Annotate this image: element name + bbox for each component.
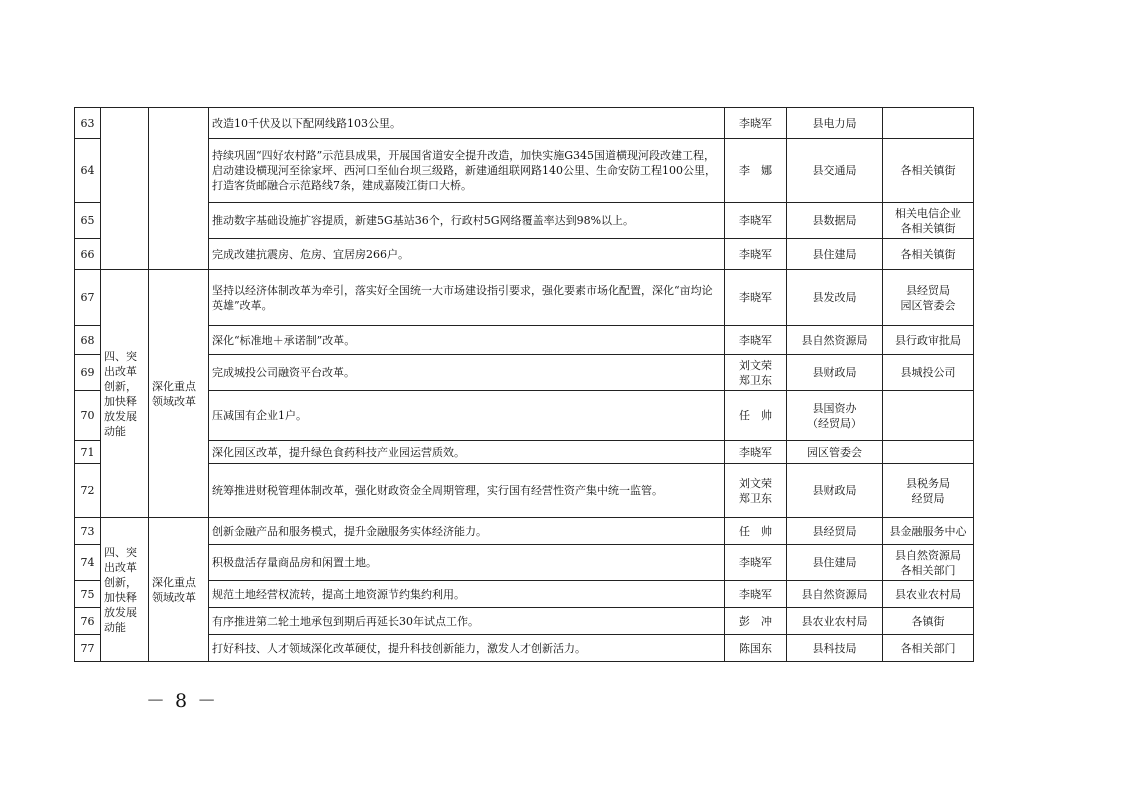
lead-official: 刘文荣 郑卫东 (725, 355, 787, 391)
task-description: 深化园区改革，提升绿色食药科技产业园运营质效。 (209, 441, 725, 464)
cooperating-units: 县金融服务中心 (883, 518, 974, 545)
domain-cell: 深化重点领域改革 (149, 270, 209, 518)
row-number: 64 (75, 139, 101, 203)
task-description: 坚持以经济体制改革为牵引，落实好全国统一大市场建设指引要求，强化要素市场化配置，深化“亩均论英雄”改革。 (209, 270, 725, 326)
lead-department: 县财政局 (787, 464, 883, 518)
category-cell (101, 108, 149, 270)
page-number: － 8 － (146, 690, 219, 712)
table-row (75, 391, 974, 441)
table-row (75, 518, 974, 545)
row-number: 71 (75, 441, 101, 464)
table-row (75, 270, 974, 326)
lead-department: 县住建局 (787, 545, 883, 581)
domain-cell (149, 108, 209, 270)
cooperating-units (883, 391, 974, 441)
lead-department: 县发改局 (787, 270, 883, 326)
task-description: 创新金融产品和服务模式，提升金融服务实体经济能力。 (209, 518, 725, 545)
row-number: 63 (75, 108, 101, 139)
task-description: 深化“标准地＋承诺制”改革。 (209, 326, 725, 355)
row-number: 76 (75, 608, 101, 635)
table-row (75, 326, 974, 355)
task-description: 积极盘活存量商品房和闲置土地。 (209, 545, 725, 581)
cooperating-units: 县自然资源局 各相关部门 (883, 545, 974, 581)
lead-official: 李晓军 (725, 581, 787, 608)
lead-department: 县住建局 (787, 239, 883, 270)
cooperating-units: 各相关部门 (883, 635, 974, 662)
row-number: 73 (75, 518, 101, 545)
task-description: 改造10千伏及以下配网线路103公里。 (209, 108, 725, 139)
row-number: 75 (75, 581, 101, 608)
lead-official: 李晓军 (725, 545, 787, 581)
table-row (75, 464, 974, 518)
table-row (75, 139, 974, 203)
lead-department: 县科技局 (787, 635, 883, 662)
lead-official: 李晓军 (725, 270, 787, 326)
row-number: 68 (75, 326, 101, 355)
task-description: 统筹推进财税管理体制改革，强化财政资金全周期管理，实行国有经营性资产集中统一监管。 (209, 464, 725, 518)
lead-official: 李 娜 (725, 139, 787, 203)
cooperating-units: 县经贸局 园区管委会 (883, 270, 974, 326)
lead-department: 县电力局 (787, 108, 883, 139)
lead-official: 李晓军 (725, 326, 787, 355)
lead-department: 县自然资源局 (787, 581, 883, 608)
lead-official: 陈国东 (725, 635, 787, 662)
category-cell: 四、突出改革创新，加快释放发展动能 (101, 518, 149, 662)
task-description: 压减国有企业1户。 (209, 391, 725, 441)
cooperating-units: 县农业农村局 (883, 581, 974, 608)
task-description: 规范土地经营权流转，提高土地资源节约集约利用。 (209, 581, 725, 608)
task-description: 推动数字基础设施扩容提质，新建5G基站36个，行政村5G网络覆盖率达到98%以上。 (209, 203, 725, 239)
category-cell: 四、突出改革创新，加快释放发展动能 (101, 270, 149, 518)
table-row (75, 635, 974, 662)
task-table (74, 107, 974, 662)
row-number: 74 (75, 545, 101, 581)
lead-department: 县农业农村局 (787, 608, 883, 635)
cooperating-units (883, 441, 974, 464)
lead-official: 李晓军 (725, 441, 787, 464)
task-description: 持续巩固“四好农村路”示范县成果，开展国省道安全提升改造，加快实施G345国道横现河段改建工程，启动建设横现河至徐家坪、西河口至仙台坝三级路，新建通组联网路140公里、生命安防工程100公里，打造客货邮融合示范路线7条，建成嘉陵江街口大桥。 (209, 139, 725, 203)
table-row (75, 581, 974, 608)
lead-department: 县国资办 （经贸局） (787, 391, 883, 441)
cooperating-units: 各镇街 (883, 608, 974, 635)
row-number: 66 (75, 239, 101, 270)
cooperating-units: 县税务局 经贸局 (883, 464, 974, 518)
cooperating-units: 县行政审批局 (883, 326, 974, 355)
lead-department: 园区管委会 (787, 441, 883, 464)
row-number: 77 (75, 635, 101, 662)
lead-official: 彭 冲 (725, 608, 787, 635)
table-row (75, 608, 974, 635)
lead-department: 县财政局 (787, 355, 883, 391)
table-row (75, 108, 974, 139)
table-row (75, 239, 974, 270)
row-number: 65 (75, 203, 101, 239)
cooperating-units: 各相关镇街 (883, 239, 974, 270)
domain-cell: 深化重点领域改革 (149, 518, 209, 662)
lead-official: 任 帅 (725, 391, 787, 441)
row-number: 70 (75, 391, 101, 441)
lead-department: 县自然资源局 (787, 326, 883, 355)
task-description: 完成城投公司融资平台改革。 (209, 355, 725, 391)
lead-official: 任 帅 (725, 518, 787, 545)
task-description: 打好科技、人才领域深化改革硬仗，提升科技创新能力，激发人才创新活力。 (209, 635, 725, 662)
lead-department: 县数据局 (787, 203, 883, 239)
task-description: 有序推进第二轮土地承包到期后再延长30年试点工作。 (209, 608, 725, 635)
cooperating-units: 县城投公司 (883, 355, 974, 391)
lead-department: 县经贸局 (787, 518, 883, 545)
table-row (75, 203, 974, 239)
lead-official: 李晓军 (725, 108, 787, 139)
lead-official: 李晓军 (725, 239, 787, 270)
lead-official: 李晓军 (725, 203, 787, 239)
row-number: 72 (75, 464, 101, 518)
table-row (75, 355, 974, 391)
cooperating-units (883, 108, 974, 139)
cooperating-units: 相关电信企业 各相关镇街 (883, 203, 974, 239)
row-number: 69 (75, 355, 101, 391)
lead-official: 刘文荣 郑卫东 (725, 464, 787, 518)
task-description: 完成改建抗震房、危房、宜居房266户。 (209, 239, 725, 270)
cooperating-units: 各相关镇街 (883, 139, 974, 203)
table-row (75, 441, 974, 464)
lead-department: 县交通局 (787, 139, 883, 203)
table-row (75, 545, 974, 581)
row-number: 67 (75, 270, 101, 326)
